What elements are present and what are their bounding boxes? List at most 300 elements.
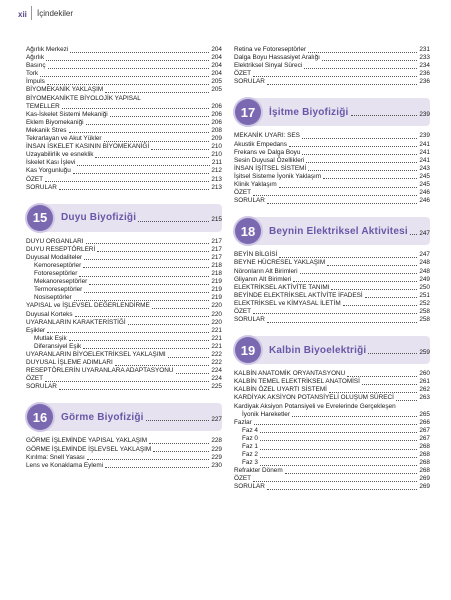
toc-entry-page: 241	[419, 140, 430, 148]
toc-entry-page: 228	[211, 437, 222, 445]
dot-leader	[105, 91, 209, 93]
toc-entry-title: Termoreseptörler	[34, 286, 83, 294]
toc-entry-page: 246	[419, 189, 430, 197]
toc-entry[interactable]	[234, 132, 430, 140]
dot-leader	[47, 331, 209, 333]
dot-leader	[89, 283, 209, 285]
chapter-number-badge: 15	[27, 205, 53, 231]
dot-leader	[253, 75, 417, 77]
toc-entry-page: 230	[211, 461, 222, 469]
toc-entry[interactable]	[26, 286, 222, 294]
header-divider	[31, 6, 32, 20]
toc-entry-page: 262	[419, 386, 430, 394]
toc-entry[interactable]	[234, 467, 430, 475]
chapter-title: İşitme Biyofiziği	[269, 106, 349, 118]
toc-entry-title: Diferansiyel Eşik	[34, 342, 82, 350]
dot-leader	[267, 202, 417, 204]
dot-leader	[69, 339, 210, 341]
toc-entry[interactable]	[234, 165, 430, 173]
toc-entry-page: 258	[419, 316, 430, 324]
toc-entry-page: 231	[419, 46, 430, 53]
toc-entry-title: Elektriksel Sinyal Süreci	[234, 62, 303, 70]
toc-entry-title: Mekanoreseptörler	[34, 278, 88, 286]
toc-entry[interactable]	[26, 159, 222, 167]
chapter-heading-16[interactable]	[26, 403, 222, 431]
toc-entry-page: 268	[419, 443, 430, 450]
chapter-number-badge: 17	[235, 99, 261, 125]
dot-leader	[149, 442, 209, 444]
dot-leader	[168, 356, 210, 358]
toc-entry-title: Lens ve Konaklama Eylemi	[26, 461, 104, 469]
toc-entry-page: 206	[211, 118, 222, 126]
toc-group	[26, 46, 222, 192]
toc-entry-page: 220	[211, 302, 222, 310]
toc-entry-page: 206	[211, 102, 222, 110]
toc-entry-title: Mekanik Stres	[26, 126, 67, 134]
toc-entry-page: 233	[419, 54, 430, 62]
toc-entry-title: SORULAR	[26, 183, 57, 191]
toc-entry-page: 267	[419, 434, 430, 442]
dot-leader	[260, 431, 417, 433]
toc-entry-title: TEMELLER	[26, 102, 60, 110]
toc-entry-page: 219	[211, 278, 222, 286]
chapter-number-badge: 16	[27, 404, 53, 430]
toc-entry-title: ÖZET	[234, 189, 252, 197]
toc-entry[interactable]	[26, 103, 222, 111]
toc-entry[interactable]	[26, 359, 222, 367]
dot-leader	[59, 188, 209, 190]
toc-entry-page: 212	[211, 167, 222, 175]
toc-entry-title: Faz 1	[242, 443, 258, 450]
toc-entry-title: ÖZET	[26, 375, 44, 383]
toc-entry[interactable]	[234, 292, 430, 300]
toc-entry[interactable]	[234, 394, 430, 402]
chapter-page: 227	[211, 415, 222, 423]
dot-leader	[46, 59, 209, 61]
toc-entry-title: Frekans ve Dalga Boyu	[234, 148, 301, 156]
toc-entry-title: Kardiyak Aksiyon Potansiyeli ve Evrelerinde Gerçekleşen	[234, 402, 396, 410]
toc-entry-page: 219	[211, 294, 222, 302]
toc-entry-page: 236	[419, 70, 430, 78]
dot-leader	[254, 423, 418, 425]
toc-entry-page: 204	[211, 54, 222, 62]
toc-entry-page: 234	[419, 62, 430, 70]
toc-entry-title: UYARANLARIN BİYOELEKTRİKSEL YAKLAŞIMI	[26, 351, 166, 358]
toc-entry[interactable]	[26, 437, 222, 445]
toc-entry-page: 245	[419, 172, 430, 180]
dot-leader	[362, 383, 417, 385]
dot-leader	[87, 458, 210, 460]
toc-entry-page: 267	[419, 426, 430, 434]
toc-entry[interactable]	[234, 411, 430, 419]
dot-leader	[176, 372, 210, 374]
toc-entry-title: Eklem Biyomekaniği	[26, 118, 84, 126]
toc-entry-page: 218	[211, 270, 222, 278]
toc-entry[interactable]	[26, 246, 222, 254]
toc-entry[interactable]	[234, 157, 430, 165]
toc-entry-page: 252	[419, 299, 430, 307]
toc-entry[interactable]	[26, 238, 222, 246]
toc-entry-title: Klinik Yaklaşım	[234, 181, 277, 189]
toc-entry[interactable]	[26, 327, 222, 335]
toc-entry-page: 217	[211, 237, 222, 245]
toc-entry[interactable]	[234, 173, 430, 181]
dot-leader	[302, 137, 417, 139]
toc-entry[interactable]	[26, 95, 222, 103]
dot-leader	[267, 321, 417, 323]
dot-leader	[343, 304, 418, 306]
toc-entry-title: Kırılma: Snell Yasası	[26, 453, 85, 461]
toc-entry[interactable]	[26, 86, 222, 94]
toc-entry-page: 225	[211, 383, 222, 391]
toc-entry-title: ÖZET	[26, 175, 44, 183]
toc-entry-page: 239	[419, 132, 430, 140]
toc-entry-page: 265	[419, 410, 430, 418]
toc-entry-title: SORULAR	[234, 483, 265, 491]
toc-entry-page: 208	[211, 126, 222, 134]
dot-leader	[47, 83, 210, 85]
toc-entry[interactable]	[26, 446, 222, 454]
toc-entry-title: Eşikler	[26, 326, 46, 334]
toc-entry-page: 241	[419, 156, 430, 164]
toc-entry[interactable]	[234, 427, 430, 435]
toc-entry[interactable]	[26, 54, 222, 62]
dot-leader	[253, 194, 417, 196]
toc-entry-title: Nosiseptörler	[34, 294, 72, 302]
toc-entry-title: Fotoreseptörler	[34, 270, 78, 278]
toc-entry-title: Faz 4	[242, 426, 258, 434]
toc-entry-title: Faz 3	[242, 459, 258, 467]
dot-leader	[253, 312, 417, 314]
toc-entry[interactable]	[26, 167, 222, 175]
toc-entry[interactable]	[234, 316, 430, 324]
toc-entry[interactable]	[26, 184, 222, 192]
toc-entry-title: DUYU RESEPTÖRLERİ	[26, 245, 96, 253]
toc-entry-title: ELEKTRİKSEL ve KİMYASAL İLETİM	[234, 299, 341, 307]
toc-entry-page: 236	[419, 78, 430, 86]
chapter-title: Kalbin Biyoelektriği	[269, 344, 367, 356]
dot-leader	[48, 67, 210, 69]
dot-leader	[115, 364, 210, 366]
chapter-page: 247	[419, 229, 430, 237]
toc-entry[interactable]	[234, 189, 430, 197]
chapter-title: Duyu Biyofiziği	[61, 212, 137, 224]
dot-leader	[143, 100, 220, 101]
toc-entry-page: 268	[419, 467, 430, 475]
toc-entry-page: 243	[419, 164, 430, 172]
toc-entry[interactable]	[234, 62, 430, 70]
toc-entry-page: 224	[211, 375, 222, 383]
toc-group	[26, 238, 222, 392]
toc-entry-page: 222	[211, 359, 222, 367]
toc-entry-page: 248	[419, 259, 430, 267]
toc-entry[interactable]	[234, 46, 430, 54]
toc-entry-title: ÖZET	[234, 307, 252, 315]
toc-entry-page: 248	[419, 267, 430, 275]
toc-entry[interactable]	[26, 278, 222, 286]
toc-entry-title: SORULAR	[234, 78, 265, 86]
toc-entry-page: 268	[419, 459, 430, 467]
header-title: İçindekiler	[37, 9, 74, 18]
dot-leader	[267, 488, 417, 490]
toc-entry-title: BİYOMEKANİK YAKLAŞIM	[26, 86, 104, 94]
toc-entry-title: Fazlar	[234, 418, 252, 426]
toc-entry[interactable]	[234, 443, 430, 451]
toc-entry[interactable]	[234, 475, 430, 483]
toc-group	[234, 132, 430, 205]
toc-entry-title: İşitsel Sisteme İyonik Yaklaşım	[234, 172, 322, 180]
page-header	[0, 0, 451, 30]
dot-leader	[308, 169, 417, 171]
toc-entry-page: 219	[211, 286, 222, 294]
dot-leader	[105, 466, 209, 468]
toc-entry-page: 221	[211, 334, 222, 342]
toc-entry[interactable]	[234, 276, 430, 284]
toc-entry[interactable]	[234, 419, 430, 427]
toc-entry[interactable]	[234, 300, 430, 308]
toc-entry[interactable]	[234, 54, 430, 62]
toc-entry[interactable]	[234, 284, 430, 292]
toc-entry[interactable]	[234, 435, 430, 443]
dot-leader	[331, 288, 417, 290]
toc-entry-title: Uzayabilirlik ve esneklik	[26, 151, 94, 159]
dot-leader	[327, 264, 417, 266]
toc-entry[interactable]	[26, 302, 222, 310]
toc-entry-title: İNSAN İŞİTSEL SİSTEMİ	[234, 164, 307, 172]
toc-entry[interactable]	[26, 135, 222, 143]
toc-entry[interactable]	[26, 375, 222, 383]
toc-entry[interactable]	[234, 268, 430, 276]
toc-entry[interactable]	[26, 462, 222, 470]
toc-entry-page: 222	[211, 351, 222, 358]
dot-leader	[104, 140, 210, 142]
toc-entry-page: 229	[211, 453, 222, 461]
toc-entry[interactable]	[26, 70, 222, 78]
toc-entry-page: 269	[419, 475, 430, 483]
toc-entry-page: 213	[211, 183, 222, 191]
toc-entry-page: 204	[211, 70, 222, 78]
dot-leader	[260, 448, 417, 450]
toc-column-left	[26, 46, 222, 470]
toc-entry[interactable]	[26, 351, 222, 359]
toc-entry[interactable]	[234, 181, 430, 189]
toc-entry[interactable]	[26, 343, 222, 351]
dot-leader	[396, 399, 417, 401]
toc-entry-title: Dalga Boyu Hassasiyet Aralığı	[234, 54, 320, 62]
toc-entry[interactable]	[234, 197, 430, 205]
toc-entry-title: Tork	[26, 70, 39, 78]
toc-entry[interactable]	[26, 319, 222, 327]
toc-entry-title: BEYNE HÜCRESEL YAKLAŞIM	[234, 259, 326, 267]
toc-entry-title: Tekrarlayan ve Akut Yükler	[26, 135, 102, 143]
dot-leader	[304, 67, 417, 69]
toc-entry[interactable]	[234, 70, 430, 78]
toc-entry[interactable]	[26, 62, 222, 70]
chapter-heading-15[interactable]	[26, 204, 222, 232]
toc-entry[interactable]	[26, 46, 222, 54]
toc-entry-title: Kas Yorgunluğu	[26, 167, 71, 175]
toc-entry-title: SORULAR	[234, 197, 265, 205]
dot-leader	[308, 51, 417, 53]
toc-entry-title: ÖZET	[234, 70, 252, 78]
toc-entry-page: 220	[211, 310, 222, 318]
toc-entry-title: RESEPTÖRLERİN UYARANLARA ADAPTASYONU	[26, 367, 174, 375]
toc-entry-title: KALBİN ÖZEL UYARTI SİSTEMİ	[234, 386, 327, 394]
dot-leader	[74, 299, 210, 301]
toc-entry-title: SORULAR	[234, 316, 265, 324]
toc-entry[interactable]	[26, 383, 222, 391]
dot-leader	[289, 145, 417, 147]
toc-entry-title: Akustik Empedans	[234, 140, 287, 148]
toc-entry-page: 246	[419, 197, 430, 205]
toc-entry-title: Faz 2	[242, 451, 258, 459]
toc-entry[interactable]	[26, 270, 222, 278]
toc-entry-title: Retina ve Fotoreseptörler	[234, 46, 307, 53]
toc-entry-title: BEYİN BİLGİSİ	[234, 251, 278, 259]
toc-entry-title: İskelet Kası İşlevi	[26, 159, 76, 167]
dot-leader	[260, 456, 417, 458]
toc-group	[234, 46, 430, 86]
dot-leader	[279, 186, 418, 188]
toc-entry-title: DUYU ORGANLARI	[26, 237, 84, 245]
toc-entry[interactable]	[26, 335, 222, 343]
toc-entry-title: Ağırlık Merkezi	[26, 46, 69, 53]
toc-entry-page: 260	[419, 370, 430, 378]
dot-leader	[95, 156, 209, 158]
toc-entry-page: 247	[419, 251, 430, 259]
toc-entry[interactable]	[234, 308, 430, 316]
toc-entry-title: Duyusal Korteks	[26, 310, 73, 318]
toc-entry[interactable]	[26, 143, 222, 151]
toc-entry-page: 241	[419, 148, 430, 156]
dot-leader	[347, 375, 417, 377]
dot-leader	[77, 164, 209, 166]
toc-entry-title: İNSAN İSKELET KASININ BİYOMEKANİĞİ	[26, 143, 150, 151]
dot-leader	[153, 450, 209, 452]
toc-entry-page: 220	[211, 318, 222, 326]
dot-leader	[260, 439, 417, 441]
toc-entry[interactable]	[26, 367, 222, 375]
toc-entry-title: Basınç	[26, 62, 46, 70]
dot-leader	[323, 177, 417, 179]
dot-leader	[62, 107, 210, 109]
toc-entry[interactable]	[234, 483, 430, 491]
chapter-heading-18[interactable]	[234, 217, 430, 245]
dot-leader	[45, 180, 209, 182]
dot-leader	[365, 296, 418, 298]
toc-entry[interactable]	[26, 254, 222, 262]
toc-entry-page: 250	[419, 283, 430, 291]
toc-entry[interactable]	[26, 311, 222, 319]
dot-leader	[253, 480, 417, 482]
dot-leader	[322, 59, 417, 61]
chapter-number-badge: 18	[235, 218, 261, 244]
toc-entry-title: BİYOMEKANİKTE BİYOLOJİK YAPISAL	[26, 94, 141, 102]
toc-entry-page: 210	[211, 151, 222, 159]
dot-leader	[86, 123, 210, 125]
toc-entry[interactable]	[26, 119, 222, 127]
dot-leader	[69, 131, 210, 133]
toc-entry[interactable]	[234, 78, 430, 86]
chapter-number-badge: 19	[235, 337, 261, 363]
toc-entry-title: İyonik Hareketler	[242, 410, 290, 418]
toc-entry[interactable]	[234, 451, 430, 459]
toc-entry-page: 221	[211, 342, 222, 350]
toc-entry-title: SORULAR	[26, 383, 57, 391]
dot-leader	[306, 161, 417, 163]
toc-entry[interactable]	[234, 459, 430, 467]
dot-leader	[97, 250, 209, 252]
chapter-heading-19[interactable]	[234, 336, 430, 364]
chapter-page: 239	[419, 110, 430, 118]
toc-entry-page: 251	[419, 291, 430, 299]
toc-entry[interactable]	[26, 127, 222, 135]
toc-entry-page: 204	[211, 46, 222, 53]
dot-leader	[59, 388, 209, 390]
toc-entry-title: Gliyanın Alt Birimleri	[234, 275, 292, 283]
toc-entry[interactable]	[26, 454, 222, 462]
toc-entry-page: 211	[211, 159, 222, 167]
toc-entry-title: ÖZET	[234, 475, 252, 483]
toc-entry-page: 209	[211, 135, 222, 143]
toc-entry-title: Duyusal Modaliteler	[26, 253, 83, 261]
toc-entry-title: İmpuls	[26, 78, 45, 86]
toc-entry[interactable]	[234, 259, 430, 267]
toc-entry-page: 206	[211, 110, 222, 118]
dot-leader	[398, 408, 428, 409]
toc-entry[interactable]	[234, 141, 430, 149]
toc-entry-title: ELEKTRİKSEL AKTİVİTE TANIMI	[234, 283, 330, 291]
toc-entry-title: GÖRME İŞLEMİNDE YAPISAL YAKLAŞIM	[26, 437, 148, 445]
toc-entry-title: Kemoreseptörler	[34, 261, 82, 269]
toc-entry-title: BEYİNDE ELEKTRİKSEL AKTİVİTE İFADESİ	[234, 291, 363, 299]
dot-leader	[75, 315, 210, 317]
toc-entry[interactable]	[234, 149, 430, 157]
toc-entry-page: 266	[419, 418, 430, 426]
toc-entry-page: 261	[419, 378, 430, 386]
toc-entry-page: 268	[419, 451, 430, 459]
toc-entry-page: 217	[211, 253, 222, 261]
dot-leader	[267, 83, 417, 85]
chapter-heading-17[interactable]	[234, 98, 430, 126]
dot-leader	[40, 75, 209, 77]
toc-entry[interactable]	[26, 111, 222, 119]
toc-entry-page: 221	[211, 326, 222, 334]
toc-entry[interactable]	[26, 262, 222, 270]
dot-leader	[83, 266, 209, 268]
toc-entry[interactable]	[234, 403, 430, 411]
toc-entry-title: Refrakter Dönem	[234, 467, 283, 475]
toc-column-right	[234, 46, 430, 492]
toc-entry-page: 258	[419, 307, 430, 315]
toc-entry-page: 210	[211, 143, 222, 151]
dot-leader	[329, 391, 417, 393]
toc-entry-title: KARDİYAK AKSİYON POTANSİYELİ OLUŞUM SÜRECİ	[234, 394, 394, 402]
dot-leader	[86, 242, 210, 244]
toc-entry[interactable]	[26, 176, 222, 184]
dot-leader	[300, 272, 418, 274]
toc-entry-title: Nöronların Alt Birimleri	[234, 267, 298, 275]
dot-leader	[73, 172, 210, 174]
dot-leader	[110, 115, 210, 117]
toc-entry-title: UYARANLARIN KARAKTERİSTİĞİ	[26, 318, 126, 326]
toc-entry-page: 205	[211, 86, 222, 94]
toc-group	[234, 370, 430, 491]
toc-entry-page: 224	[211, 367, 222, 375]
dot-leader	[292, 415, 417, 417]
toc-entry-title: DUYUSAL İŞLEME ADIMLARI	[26, 359, 113, 367]
dot-leader	[285, 472, 418, 474]
